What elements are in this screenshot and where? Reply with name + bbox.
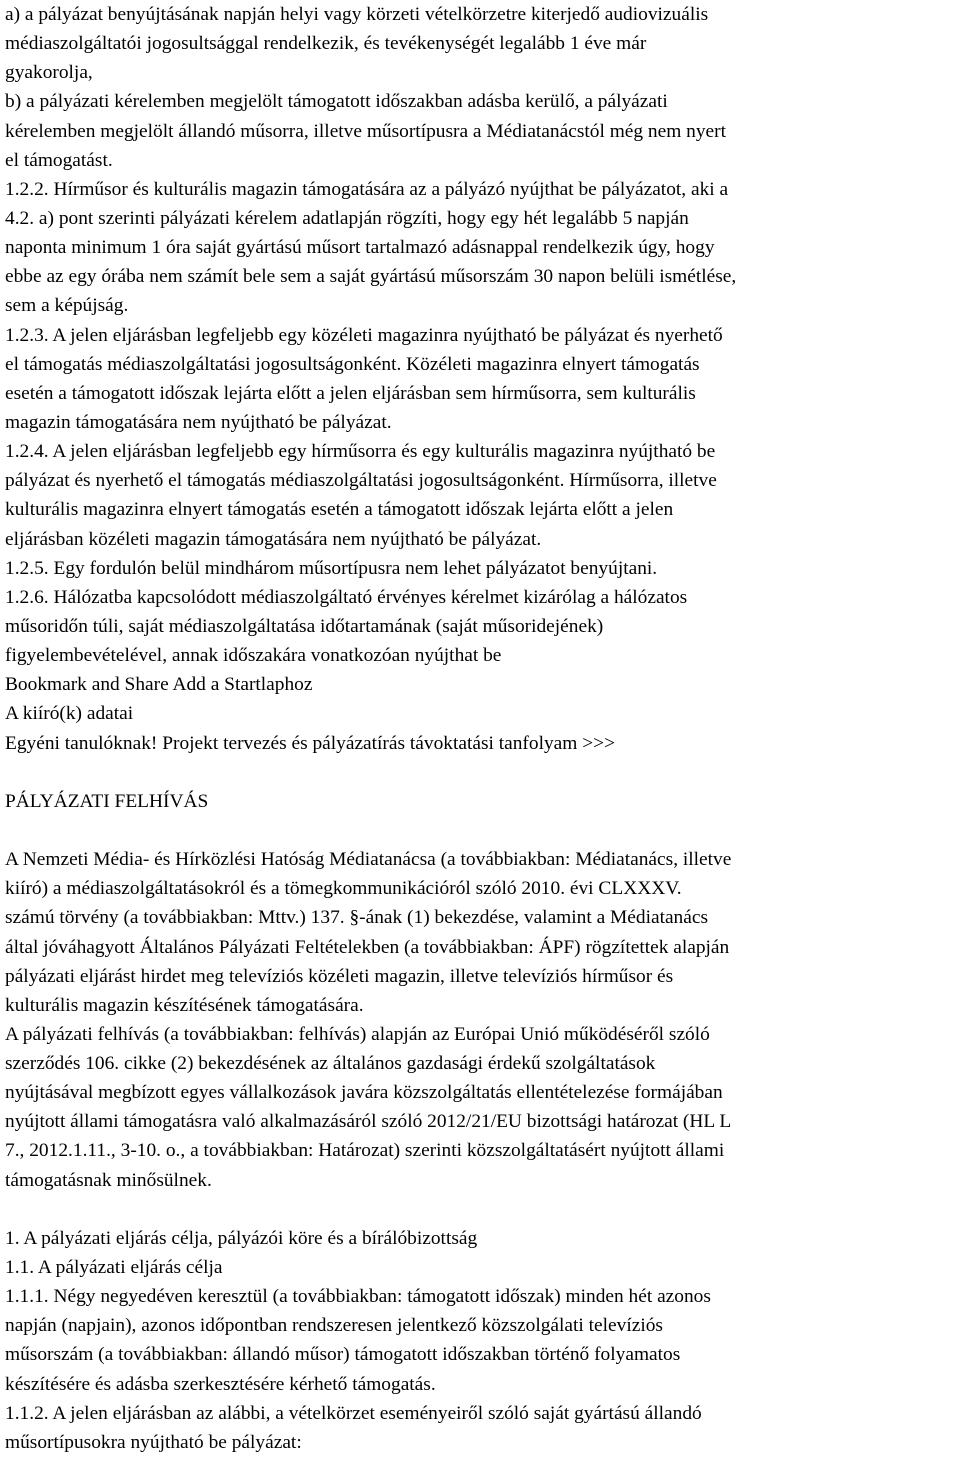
section-intro (5, 845, 957, 1195)
text-line: eljárásban közéleti magazin támogatására nem nyújtható be pályázat. (5, 528, 542, 550)
text-line: készítésére és adásba szerkesztésére kérhető támogatás. (5, 1373, 436, 1395)
text-line: b) a pályázati kérelemben megjelölt támogatott időszakban adásba kerülő, a pályázati (5, 91, 668, 113)
text-line: gyakorolja, (5, 62, 93, 84)
text-line: kulturális magazinra elnyert támogatás esetén a támogatott időszak lejárta előtt a jelen (5, 499, 674, 521)
text-line: el támogatás médiaszolgáltatási jogosultságonként. Közéleti magazinra elnyert támogatás (5, 353, 700, 375)
section-heading: 1. A pályázati eljárás célja, pályázói köre és a bírálóbizottság (5, 1227, 478, 1249)
text-line: el támogatást. (5, 149, 113, 171)
document-page (5, 0, 957, 1457)
text-line: magazin támogatására nem nyújtható be pályázat. (5, 411, 392, 433)
text-line: számú törvény (a továbbiakban: Mttv.) 137. §-ának (1) bekezdése, valamint a Médiatanács (5, 907, 709, 929)
spacer (5, 1195, 957, 1224)
text-line: 4.2. a) pont szerinti pályázati kérelem adatlapján rögzíti, hogy egy hét legalább 5 napján (5, 207, 689, 229)
text-line: 1.1.2. A jelen eljárásban az alábbi, a vételkörzet eseményeiről szóló saját gyártású állandó (5, 1402, 702, 1424)
text-line: kulturális magazin készítésének támogatására. (5, 994, 364, 1016)
page-title: PÁLYÁZATI FELHÍVÁS (5, 790, 209, 812)
section-purpose (5, 1224, 957, 1457)
text-line: műsoridőn túli, saját médiaszolgáltatása időtartamának (saját műsoridejének) (5, 615, 604, 637)
text-line: esetén a támogatott időszak lejárta előtt a jelen eljárásban sem hírműsorra, sem kulturális (5, 382, 696, 404)
text-line: napján (napjain), azonos időpontban rendszeresen jelentkező közszolgálati televíziós (5, 1315, 663, 1337)
text-line: A pályázati felhívás (a továbbiakban: felhívás) alapján az Európai Unió működéséről szóló (5, 1023, 710, 1045)
text-line: 1.2.6. Hálózatba kapcsolódott médiaszolgáltató érvényes kérelmet kizárólag a hálózatos (5, 586, 688, 608)
bookmark-share-link[interactable]: Bookmark and Share Add a Startlaphoz (5, 674, 313, 696)
text-line: 1.2.3. A jelen eljárásban legfeljebb egy közéleti magazinra nyújtható be pályázat és nyerhető (5, 324, 723, 346)
text-line: 1.2.5. Egy fordulón belül mindhárom műsortípusra nem lehet pályázatot benyújtani. (5, 557, 658, 579)
section-eligibility (5, 0, 957, 670)
text-line: 1.2.4. A jelen eljárásban legfeljebb egy hírműsorra és egy kulturális magazinra nyújtható be (5, 441, 716, 463)
text-line: 1.1.1. Négy negyedéven keresztül (a továbbiakban: támogatott időszak) minden hét azonos (5, 1286, 711, 1308)
text-line: sem a képújság. (5, 295, 129, 317)
text-line: naponta minimum 1 óra saját gyártású műsort tartalmazó adásnappal rendelkezik úgy, hogy (5, 237, 715, 259)
spacer (5, 758, 957, 787)
text-line: támogatásnak minősülnek. (5, 1169, 212, 1191)
text-line: kiíró) a médiaszolgáltatásokról és a tömegkommunikációról szóló 2010. évi CLXXXV. (5, 878, 682, 900)
text-line: kérelemben megjelölt állandó műsorra, illetve műsortípusra a Médiatanácstól még nem nyert (5, 120, 726, 142)
text-line: által jóváhagyott Általános Pályázati Feltételekben (a továbbiakban: ÁPF) rögzítettek alapján (5, 936, 730, 958)
text-line: 7., 2012.1.11., 3-10. o., a továbbiakban: Határozat) szerinti közszolgáltatásért nyújtott állami (5, 1140, 725, 1162)
text-line: figyelembevételével, annak időszakára vonatkozóan nyújthat be (5, 645, 502, 667)
text-line: műsorszám (a továbbiakban: állandó műsor) támogatott időszakban történő folyamatos (5, 1344, 681, 1366)
text-line: nyújtott állami támogatásra való alkalmazásáról szóló 2012/21/EU bizottsági határozat (HL L (5, 1111, 732, 1133)
text-line: műsortípusokra nyújtható be pályázat: (5, 1431, 302, 1453)
issuer-data-link[interactable]: A kiíró(k) adatai (5, 703, 134, 725)
spacer (5, 816, 957, 845)
text-line: szerződés 106. cikke (2) bekezdésének az általános gazdasági érdekű szolgáltatások (5, 1053, 656, 1075)
text-line: a) a pályázat benyújtásának napján helyi vagy körzeti vételkörzetre kiterjedő audiovizuális (5, 4, 709, 25)
text-line: A Nemzeti Média- és Hírközlési Hatóság Médiatanácsa (a továbbiakban: Médiatanács, illetve (5, 849, 732, 871)
text-line: médiaszolgáltatói jogosultsággal rendelkezik, és tevékenységét legalább 1 éve már (5, 33, 647, 55)
text-line: 1.2.2. Hírműsor és kulturális magazin támogatására az a pályázó nyújthat be pályázatot, aki a (5, 178, 729, 200)
course-link[interactable]: Egyéni tanulóknak! Projekt tervezés és pályázatírás távoktatási tanfolyam >>> (5, 732, 616, 754)
text-line: nyújtásával megbízott egyes vállalkozások javára közszolgáltatás ellentételezése formájában (5, 1082, 723, 1104)
text-line: pályázati eljárást hirdet meg televíziós közéleti magazin, illetve televíziós hírműsor és (5, 965, 674, 987)
text-line: ebbe az egy órába nem számít bele sem a saját gyártású műsorszám 30 napon belüli ismétlése, (5, 266, 737, 288)
text-line: pályázat és nyerhető el támogatás médiaszolgáltatási jogosultságonként. Hírműsorra, illetve (5, 470, 717, 492)
subsection-heading: 1.1. A pályázati eljárás célja (5, 1257, 223, 1279)
